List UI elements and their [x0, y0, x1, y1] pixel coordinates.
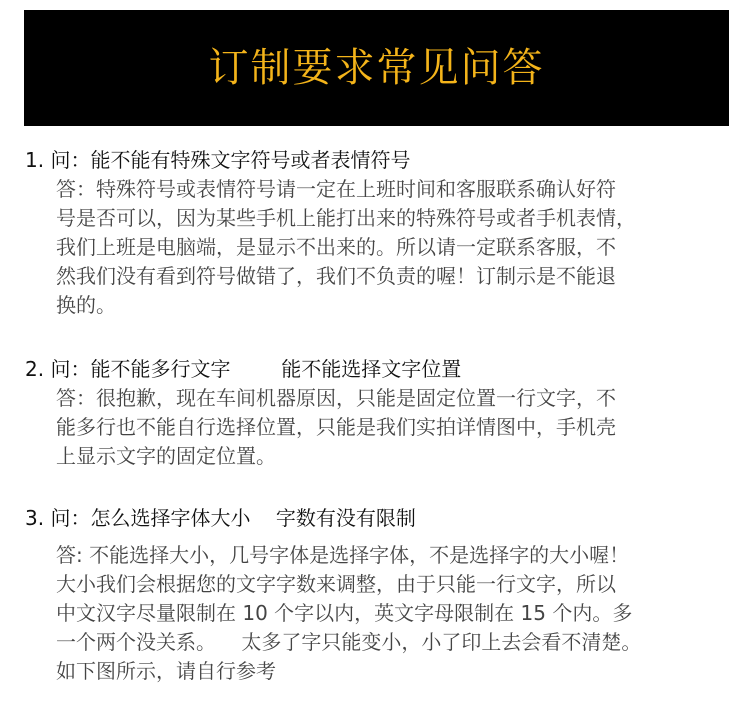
faq-item	[25, 145, 730, 320]
faq-item	[25, 503, 730, 686]
faq-answer-line: 如下图所示，请自行参考	[56, 659, 276, 683]
faq-answer	[25, 541, 730, 686]
faq-question: 3. 问：怎么选择字体大小 字数有没有限制	[25, 506, 416, 530]
faq-answer	[25, 175, 730, 320]
faq-answer-line: 上显示文字的固定位置。	[56, 444, 276, 468]
faq-answer	[25, 384, 730, 471]
faq-answer-line: 大小我们会根据您的文字字数来调整，由于只能一行文字，所以	[56, 572, 616, 596]
faq-answer-line: 我们上班是电脑端，是显示不出来的。所以请一定联系客服，不	[56, 235, 616, 259]
faq-answer-line: 答: 不能选择大小，几号字体是选择字体，不是选择字的大小喔！	[56, 543, 630, 567]
faq-answer-line: 答：很抱歉，现在车间机器原因，只能是固定位置一行文字，不	[56, 386, 616, 410]
page-title: 订制要求常见问答	[208, 45, 545, 91]
faq-answer-line: 能多行也不能自行选择位置，只能是我们实拍详情图中，手机壳	[56, 415, 616, 439]
faq-answer-line: 答：特殊符号或表情符号请一定在上班时间和客服联系确认好符	[56, 177, 616, 201]
faq-answer-line: 中文汉字尽量限制在 10 个字以内，英文字母限制在 15 个内。多	[56, 601, 633, 625]
faq-question: 2. 问：能不能多行文字 能不能选择文字位置	[25, 357, 462, 381]
faq-question: 1. 问：能不能有特殊文字符号或者表情符号	[25, 148, 411, 172]
faq-answer-line: 号是否可以，因为某些手机上能打出来的特殊符号或者手机表情，	[56, 206, 636, 230]
faq-answer-line: 一个两个没关系。 太多了字只能变小，小了印上去会看不清楚。	[56, 630, 642, 654]
faq-answer-line: 然我们没有看到符号做错了，我们不负责的喔！订制示是不能退	[56, 264, 616, 288]
faq-answer-line: 换的。	[56, 293, 116, 317]
faq-item	[25, 354, 730, 471]
title-banner	[24, 10, 729, 126]
